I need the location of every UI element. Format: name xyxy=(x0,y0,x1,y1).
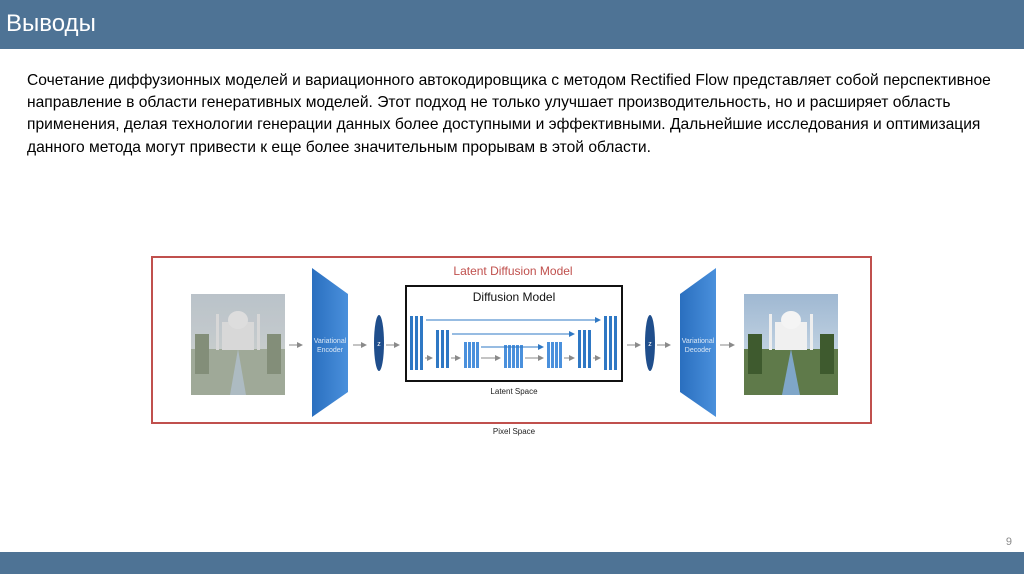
page-number: 9 xyxy=(1005,536,1012,548)
unet-block-7 xyxy=(604,316,617,370)
conclusion-paragraph: Сочетание диффузионных моделей и вариационного автокодировщика с методом Rectified Flow представляет собой перспективное направление в области генеративных моделей. Этот подход не только улучшает производительность, но и расширяет область применения, делая технологии генерации данных более доступными и эффективными. Дальнейшие исследования и оптимизация данного метода могут привести к еще более значительным прорывам в этой области. xyxy=(27,72,991,156)
output-image xyxy=(744,294,838,395)
decoder-label-line2: Decoder xyxy=(684,347,712,354)
unet-block-6 xyxy=(578,330,591,368)
z-left-label: z xyxy=(377,341,381,348)
slide-title: Выводы xyxy=(6,10,96,37)
unet-block-2 xyxy=(436,330,449,368)
encoder-label-line2: Encoder xyxy=(316,347,344,354)
pixel-space-label: Pixel Space xyxy=(492,427,536,436)
z-right-label: z xyxy=(648,341,652,348)
latent-space-label: Latent Space xyxy=(490,387,538,396)
slide-footer-bar xyxy=(0,552,1024,574)
slide-header-bar xyxy=(0,0,1024,49)
encoder-label-line1: Variational xyxy=(313,338,347,345)
input-image xyxy=(191,294,285,395)
decoder-label-line1: Variational xyxy=(681,338,715,345)
diffusion-model-label: Diffusion Model xyxy=(472,290,556,304)
unet-block-1 xyxy=(410,316,423,370)
unet-block-4 xyxy=(504,345,523,368)
latent-diffusion-diagram xyxy=(150,254,874,444)
latent-diffusion-label: Latent Diffusion Model xyxy=(453,264,573,278)
